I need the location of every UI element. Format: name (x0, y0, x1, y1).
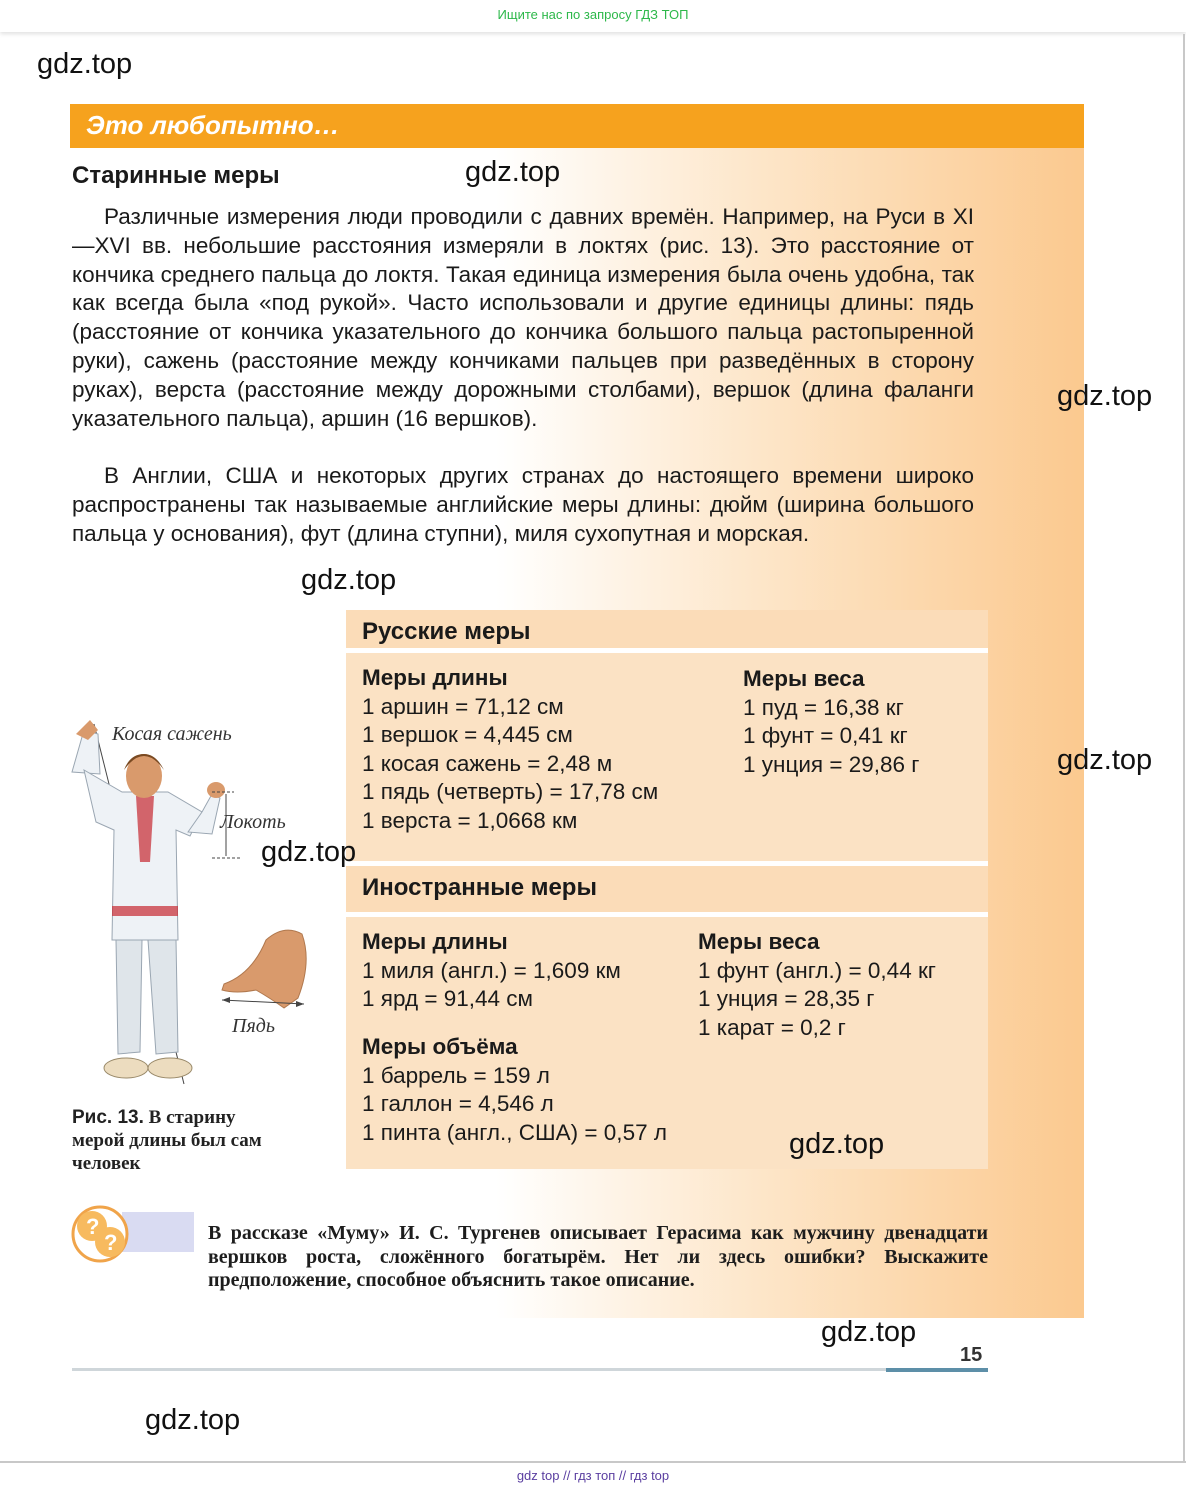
article-paragraph-1: Различные измерения люди проводили с давних времён. Например, на Руси в XI—XVI вв. небольшие расстояния измеряли в локтях (рис. 13). Это расстояние от кончика среднего пальца до локтя. Такая единица измерения была очень удобна, так как всегда была «под рукой». Часто использовали и другие единицы длины: пядь (расстояние от кончика указательного до кончика большого пальца растопыренной руки), сажень (расстояние между кончиками пальцев при разведённых в сторону руках), верста (расстояние между дорожными столбами), вершок (длина фаланги указательного пальца), аршин (16 вершков). (72, 204, 974, 431)
russian-measures-title: Русские меры (362, 618, 531, 645)
label-kosaya-sazhen: Косая сажень (112, 723, 232, 745)
list-item: 1 галлон = 4,546 л (362, 1091, 554, 1116)
watermark: gdz.top (301, 564, 397, 596)
russian-weight-title: Меры веса (743, 666, 865, 691)
list-item: 1 пуд = 16,38 кг (743, 694, 904, 720)
watermark: gdz.top (145, 1404, 241, 1436)
top-banner[interactable]: Ищите нас по запросу ГДЗ ТОП (0, 0, 1186, 32)
russian-length-column (362, 664, 658, 835)
foreign-length-title: Меры длины (362, 929, 508, 954)
label-lokot: Локоть (220, 811, 286, 833)
foreign-weight-column (698, 928, 936, 1042)
list-item: 1 карат = 0,2 г (698, 1014, 846, 1040)
figure-man-measures (66, 712, 326, 1102)
bottom-links[interactable]: gdz top // гдз топ // гдз top (516, 1468, 670, 1483)
list-item: 1 пядь (четверть) = 17,78 см (362, 779, 659, 804)
section-banner (70, 104, 1084, 148)
list-item: 1 верста = 1,0668 км (362, 807, 578, 833)
frame-bottom-border (0, 1461, 1186, 1463)
watermark: gdz.top (465, 156, 561, 188)
watermark: gdz.top (789, 1128, 885, 1160)
svg-text:?: ? (104, 1230, 118, 1255)
question-text: В рассказе «Муму» И. С. Тургенев описывает Герасима как мужчину двенадцати вершков роста, сложённого богатырём. Нет ли здесь ошибки? Выскажите предположение, способное объяснить такое описание. (208, 1222, 988, 1291)
frame-right-border (1183, 34, 1185, 1462)
label-pyad: Пядь (232, 1015, 275, 1037)
russian-length-title: Меры длины (362, 665, 508, 690)
foreign-volume-column (362, 1033, 667, 1147)
figure-caption-number: Рис. 13. (72, 1107, 144, 1128)
foreign-measures-title: Иностранные меры (362, 874, 597, 901)
watermark: gdz.top (1057, 380, 1153, 412)
watermark: gdz.top (261, 836, 357, 868)
footer-accent (886, 1368, 988, 1372)
list-item: 1 баррель = 159 л (362, 1062, 550, 1088)
list-item: 1 ярд = 91,44 см (362, 986, 533, 1011)
list-item: 1 унция = 28,35 г (698, 986, 875, 1011)
list-item: 1 косая сажень = 2,48 м (362, 750, 613, 776)
list-item: 1 миля (англ.) = 1,609 км (362, 957, 621, 983)
foreign-measures-header (346, 866, 988, 914)
article-title: Старинные меры (72, 162, 280, 189)
list-item: 1 фунт = 0,41 кг (743, 723, 908, 748)
watermark: gdz.top (1057, 744, 1153, 776)
foreign-volume-title: Меры объёма (362, 1034, 518, 1059)
article-paragraph-2: В Англии, США и некоторых других странах до настоящего времени широко распространены так называемые английские меры длины: дюйм (ширина большого пальца у основания), фут (длина ступни), миля сухопутная и морская. (72, 463, 974, 546)
figure-caption-text: В старину мерой длины был сам человек (72, 1107, 262, 1174)
list-item: 1 аршин = 71,12 см (362, 693, 564, 719)
svg-text:?: ? (86, 1214, 100, 1239)
section-banner-text: Это любопытно… (86, 110, 340, 140)
list-item: 1 вершок = 4,445 см (362, 722, 573, 747)
russian-weight-column (743, 665, 919, 779)
footer-line (72, 1368, 988, 1371)
watermark: gdz.top (821, 1316, 917, 1348)
list-item: 1 унция = 29,86 г (743, 751, 920, 777)
watermark: gdz.top (37, 48, 133, 80)
page-number: 15 (960, 1344, 983, 1366)
list-item: 1 фунт (англ.) = 0,44 кг (698, 957, 937, 983)
question-marks-icon (70, 1204, 196, 1268)
figure-caption (72, 1106, 292, 1175)
list-item: 1 пинта (англ., США) = 0,57 л (362, 1119, 667, 1145)
foreign-weight-title: Меры веса (698, 929, 820, 954)
foreign-length-column (362, 928, 621, 1014)
